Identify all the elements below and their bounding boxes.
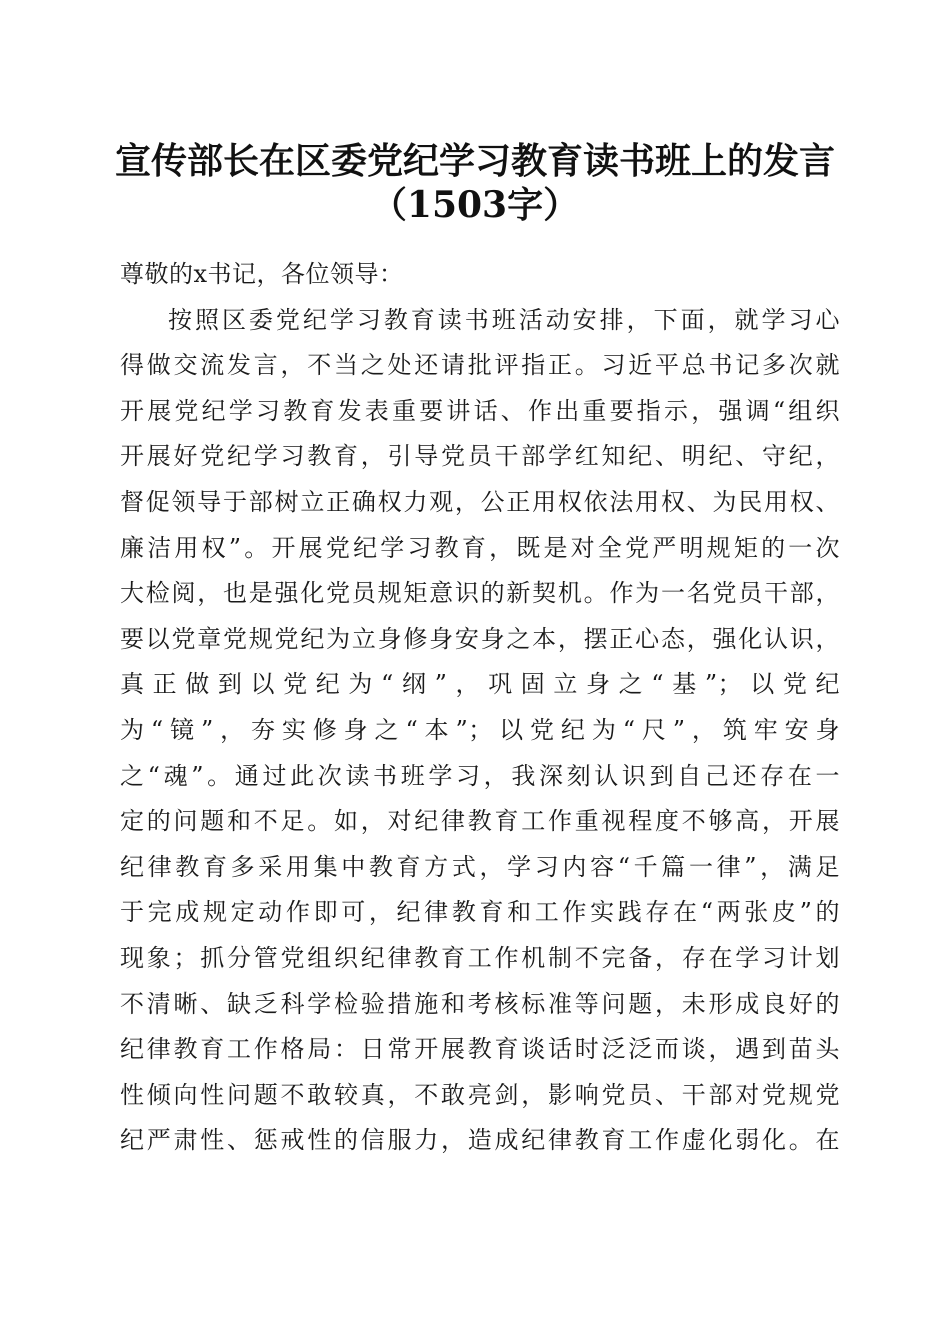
document-body (120, 252, 840, 1164)
paragraph-line: 纪严肃性、惩戒性的信服力，造成纪律教育工作虚化弱化。在 (120, 1126, 840, 1155)
paragraph-line: 按照区委党纪学习教育读书班活动安排，下面，就学习心 (168, 305, 840, 334)
paragraph-line: 现象；抓分管党组织纪律教育工作机制不完备，存在学习计划 (120, 943, 840, 972)
paragraph-line: 纪律教育多采用集中教育方式，学习内容“千篇一律”，满足 (120, 852, 840, 881)
paragraph-line: 纪律教育工作格局：日常开展教育谈话时泛泛而谈，遇到苗头 (120, 1035, 840, 1064)
document-subtitle-wordcount: （1503字） (370, 184, 580, 226)
paragraph-line: 大检阅，也是强化党员规矩意识的新契机。作为一名党员干部， (120, 579, 840, 608)
paragraph-line: 得做交流发言，不当之处还请批评指正。习近平总书记多次就 (120, 351, 840, 380)
paragraph-line: 定的问题和不足。如，对纪律教育工作重视程度不够高，开展 (120, 807, 840, 836)
document-title: 宣传部长在区委党纪学习教育读书班上的发言 (114, 140, 835, 182)
paragraph-line: 真正做到以党纪为“纲”，巩固立身之“基”；以党纪 (120, 670, 840, 699)
paragraph-line: 性倾向性问题不敢较真，不敢亮剑，影响党员、干部对党规党 (120, 1080, 840, 1109)
paragraph-line: 督促领导于部树立正确权力观，公正用权依法用权、为民用权、 (120, 487, 840, 516)
salutation: 尊敬的x书记，各位领导： (120, 260, 404, 288)
paragraph-line: 为“镜”，夯实修身之“本”；以党纪为“尺”，筑牢安身 (120, 715, 840, 744)
paragraph-line: 要以党章党规党纪为立身修身安身之本，摆正心态，强化认识， (120, 624, 840, 653)
paragraph-line: 之“魂”。通过此次读书班学习，我深刻认识到自己还存在一 (120, 761, 840, 790)
paragraph-line: 开展好党纪学习教育，引导党员干部学红知纪、明纪、守纪， (120, 442, 840, 471)
paragraph-line: 不清晰、缺乏科学检验措施和考核标准等问题，未形成良好的 (120, 989, 840, 1018)
paragraph-line: 于完成规定动作即可，纪律教育和工作实践存在“两张皮”的 (120, 898, 840, 927)
paragraph-line: 廉洁用权”。开展党纪学习教育，既是对全党严明规矩的一次 (120, 533, 840, 562)
paragraph-line: 开展党纪学习教育发表重要讲话、作出重要指示，强调“组织 (120, 396, 840, 425)
